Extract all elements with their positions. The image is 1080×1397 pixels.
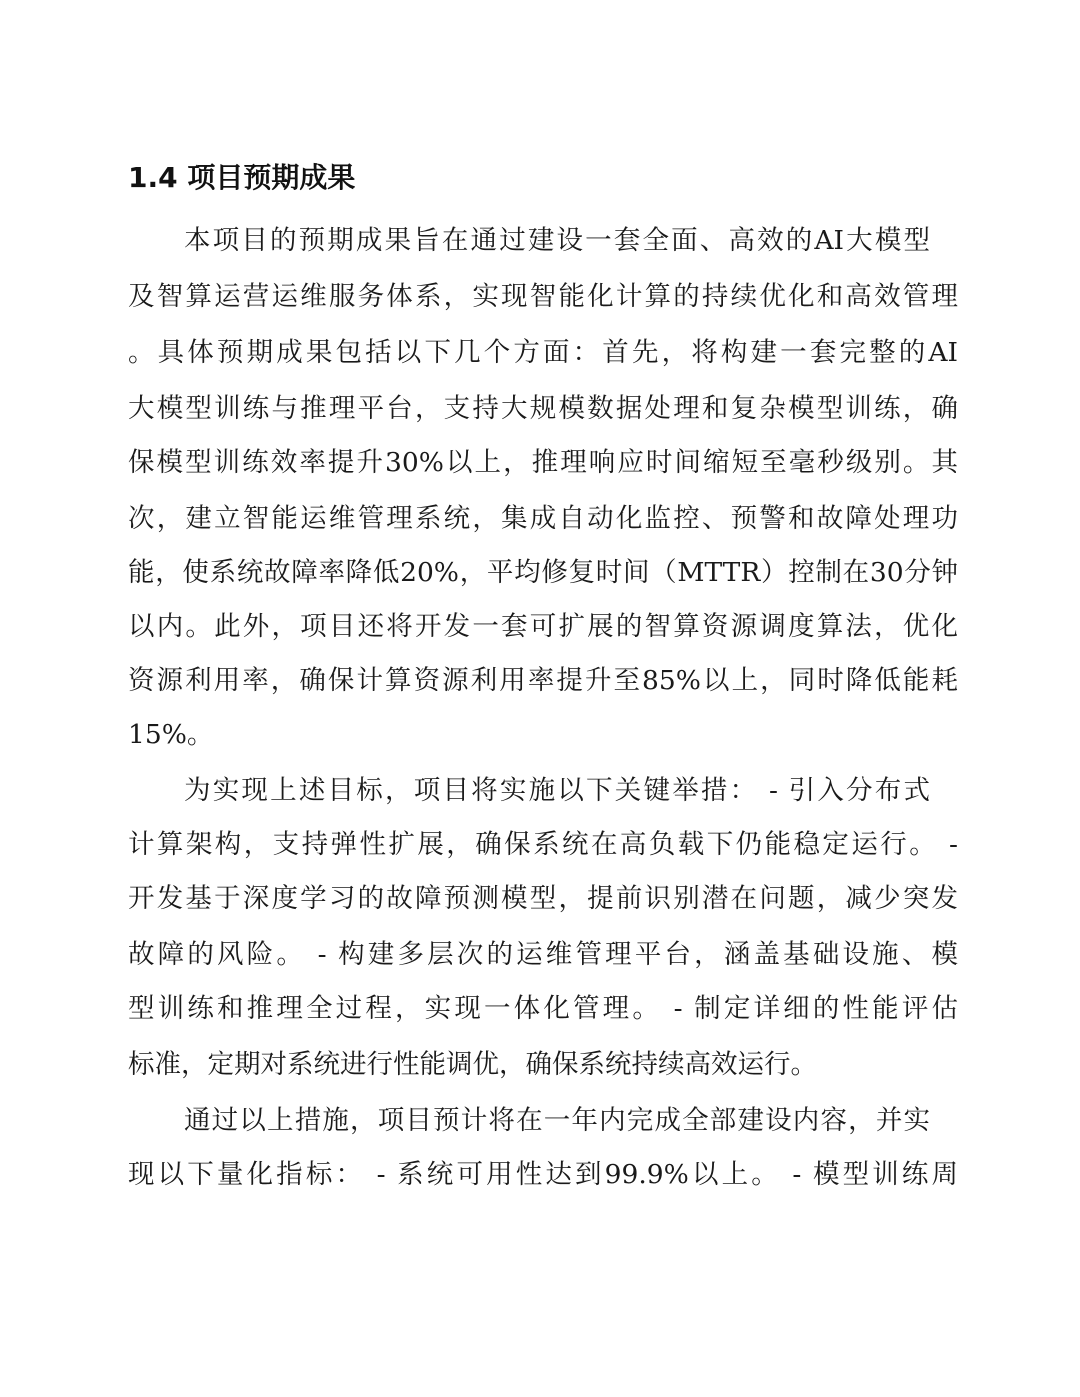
- paragraph-1-line-7: 能，使系统故障率降低20%，平均修复时间（MTTR）控制在30分钟: [128, 557, 958, 588]
- paragraph-2-line-5: 型训练和推理全过程，实现一体化管理。 - 制定详细的性能评估: [128, 993, 958, 1024]
- section-heading: 1.4 项目预期成果: [128, 161, 356, 194]
- paragraph-2-line-4: 故障的风险。 - 构建多层次的运维管理平台，涵盖基础设施、模: [128, 939, 958, 970]
- paragraph-2-line-3: 开发基于深度学习的故障预测模型，提前识别潜在问题，减少突发: [128, 883, 958, 914]
- paragraph-2-line-1: 为实现上述目标，项目将实施以下关键举措： - 引入分布式: [184, 775, 930, 806]
- paragraph-1-line-5: 保模型训练效率提升30%以上，推理响应时间缩短至毫秒级别。其: [128, 447, 958, 478]
- paragraph-2-line-2: 计算架构，支持弹性扩展，确保系统在高负载下仍能稳定运行。 -: [128, 829, 958, 860]
- paragraph-1-line-10: 15%。: [128, 719, 214, 750]
- paragraph-1-line-9: 资源利用率，确保计算资源利用率提升至85%以上，同时降低能耗: [128, 665, 958, 696]
- paragraph-1-line-4: 大模型训练与推理平台，支持大规模数据处理和复杂模型训练，确: [128, 393, 958, 424]
- paragraph-3-line-2: 现以下量化指标： - 系统可用性达到99.9%以上。 - 模型训练周: [128, 1159, 958, 1190]
- paragraph-1-line-8: 以内。此外，项目还将开发一套可扩展的智算资源调度算法，优化: [128, 611, 958, 642]
- paragraph-1-line-2: 及智算运营运维服务体系，实现智能化计算的持续优化和高效管理: [128, 281, 958, 312]
- paragraph-1-line-6: 次，建立智能运维管理系统，集成自动化监控、预警和故障处理功: [128, 503, 958, 534]
- paragraph-3-line-1: 通过以上措施，项目预计将在一年内完成全部建设内容，并实: [184, 1105, 930, 1136]
- paragraph-1-line-3: 。具体预期成果包括以下几个方面：首先，将构建一套完整的AI: [128, 337, 958, 368]
- paragraph-2-line-6: 标准，定期对系统进行性能调优，确保系统持续高效运行。: [128, 1049, 817, 1080]
- paragraph-1-line-1: 本项目的预期成果旨在通过建设一套全面、高效的AI大模型: [184, 225, 930, 256]
